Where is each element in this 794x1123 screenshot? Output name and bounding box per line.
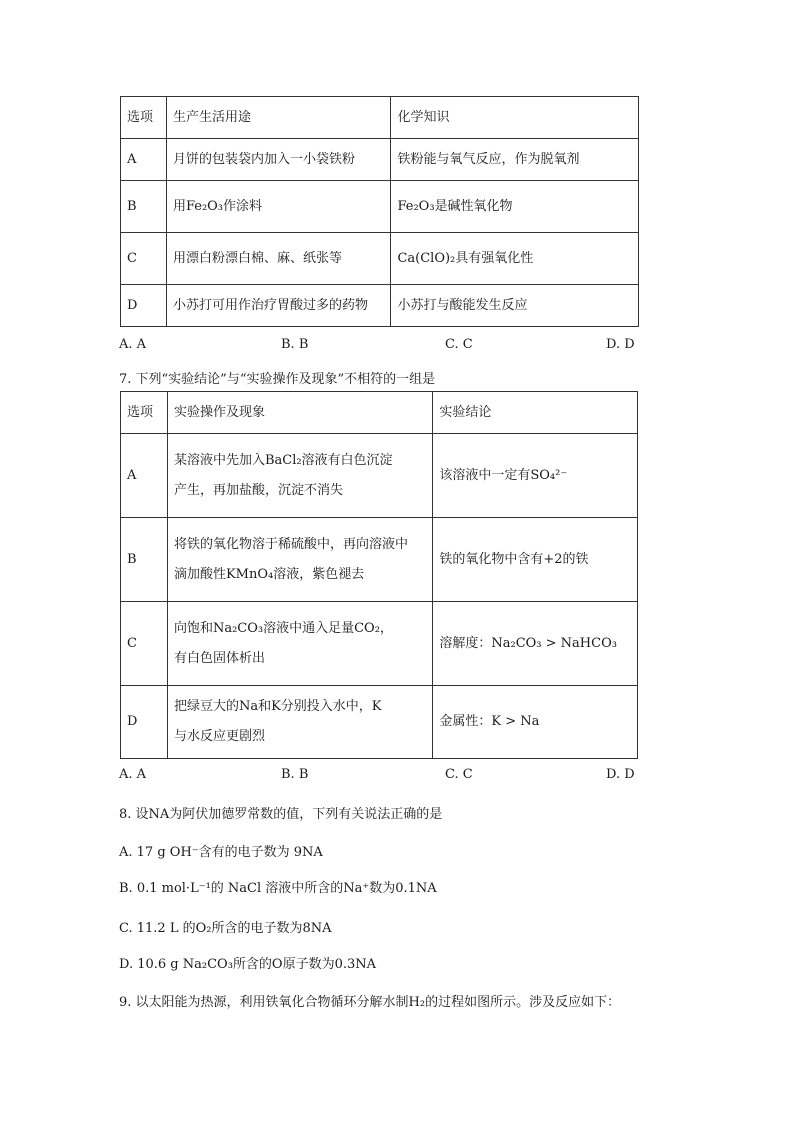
cell-line: 产生，再加盐酸，沉淀不消失 (173, 482, 343, 498)
table-row (121, 139, 639, 181)
table-cell: B (121, 518, 168, 602)
table-uses-knowledge (120, 96, 639, 327)
table-cell: 小苏打可用作治疗胃酸过多的药物 (166, 285, 391, 327)
table-experiment (120, 391, 638, 759)
table-row (121, 233, 639, 285)
table-header-cell: 实验操作及现象 (167, 392, 432, 434)
option-a[interactable]: A. A (119, 337, 147, 352)
cell-line: 某溶液中先加入BaCl₂溶液有白色沉淀 (173, 452, 393, 468)
table-cell: 铁的氧化物中含有+2的铁 (433, 518, 638, 602)
table-cell: C (121, 233, 167, 285)
table-row (121, 97, 639, 139)
table-header-cell: 实验结论 (433, 392, 638, 434)
q9-stem: 9. 以太阳能为热源，利用铁氧化合物循环分解水制H₂的过程如图所示。涉及反应如下： (119, 995, 621, 1010)
table-cell: D (121, 686, 168, 759)
q8-option-d[interactable]: D. 10.6 g Na₂CO₃所含的O原子数为0.3NA (119, 957, 377, 972)
table-cell: 该溶液中一定有SO₄²⁻ (433, 434, 638, 518)
table-cell: C (121, 602, 168, 686)
table-cell: 用Fe₂O₃作涂料 (166, 181, 391, 233)
q7-stem: 7. 下列“实验结论”与“实验操作及现象”不相符的一组是 (119, 372, 436, 387)
table-header-cell: 化学知识 (391, 97, 639, 139)
table-cell: 铁粉能与氧气反应，作为脱氧剂 (391, 139, 639, 181)
table-cell (167, 602, 432, 686)
q8-option-a[interactable]: A. 17 g OH⁻含有的电子数为 9NA (119, 845, 323, 860)
table-cell (167, 686, 432, 759)
table-row (121, 285, 639, 327)
table-cell: 月饼的包装袋内加入一小袋铁粉 (166, 139, 391, 181)
option-b[interactable]: B. B (281, 767, 309, 782)
q8-option-c[interactable]: C. 11.2 L 的O₂所含的电子数为8NA (119, 921, 332, 936)
table-cell: Fe₂O₃是碱性氧化物 (391, 181, 639, 233)
option-d[interactable]: D. D (606, 337, 635, 352)
table-cell: A (121, 434, 168, 518)
cell-line: 将铁的氧化物溶于稀硫酸中，再向溶液中 (173, 536, 408, 552)
option-b[interactable]: B. B (281, 337, 309, 352)
table-cell: B (121, 181, 167, 233)
option-c[interactable]: C. C (445, 767, 473, 782)
cell-line: 滴加酸性KMnO₄溶液，紫色褪去 (173, 566, 365, 582)
table-cell: A (121, 139, 167, 181)
q8-option-b[interactable]: B. 0.1 mol·L⁻¹的 NaCl 溶液中所含的Na⁺数为0.1NA (119, 881, 437, 896)
table-row (121, 434, 638, 518)
table-cell (167, 434, 432, 518)
table-row (121, 686, 638, 759)
table-cell: 金属性：K > Na (433, 686, 638, 759)
cell-line: 与水反应更剧烈 (173, 729, 265, 744)
table-cell: 用漂白粉漂白棉、麻、纸张等 (166, 233, 391, 285)
table-cell: 小苏打与酸能发生反应 (391, 285, 639, 327)
table-row (121, 602, 638, 686)
table-header-cell: 选项 (121, 97, 167, 139)
table-cell: Ca(ClO)₂具有强氧化性 (391, 233, 639, 285)
q6-options (119, 337, 635, 355)
option-c[interactable]: C. C (445, 337, 473, 352)
cell-line: 把绿豆大的Na和K分别投入水中，K (173, 699, 382, 714)
table-row (121, 518, 638, 602)
option-a[interactable]: A. A (119, 767, 147, 782)
q7-options (119, 767, 635, 785)
q8-stem: 8. 设NA为阿伏加德罗常数的值，下列有关说法正确的是 (119, 807, 443, 822)
table-cell (167, 518, 432, 602)
table-row (121, 181, 639, 233)
cell-line: 有白色固体析出 (173, 650, 265, 666)
table-header-cell: 生产生活用途 (166, 97, 391, 139)
table-cell: 溶解度：Na₂CO₃ > NaHCO₃ (433, 602, 638, 686)
cell-line: 向饱和Na₂CO₃溶液中通入足量CO₂， (173, 620, 393, 636)
option-d[interactable]: D. D (606, 767, 635, 782)
table-row (121, 392, 638, 434)
table-cell: D (121, 285, 167, 327)
table-header-cell: 选项 (121, 392, 168, 434)
